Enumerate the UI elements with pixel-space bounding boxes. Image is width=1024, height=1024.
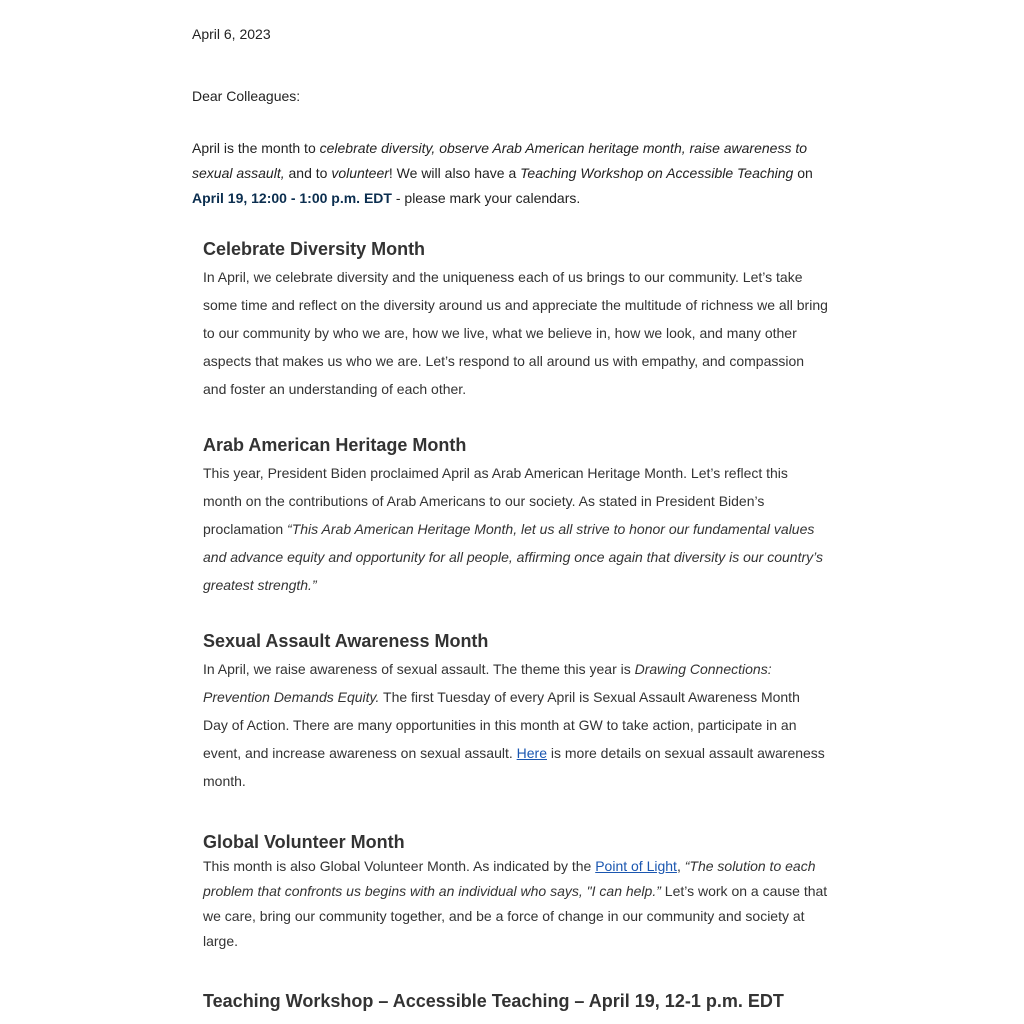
theme-title: Drawing Connections: Prevention Demands Equity. <box>203 661 772 705</box>
section-volunteer <box>203 831 828 954</box>
intro-paragraph <box>192 136 832 211</box>
section-text: In April, we raise awareness of sexual assault. The theme this year is <box>203 661 635 677</box>
letter-date: April 6, 2023 <box>192 26 271 42</box>
intro-text: - please mark your calendars. <box>391 190 581 206</box>
intro-italic-themes: celebrate diversity, observe Arab American heritage month, raise awareness to sexual assault, <box>192 140 808 181</box>
here-link[interactable]: Here <box>516 745 547 761</box>
section-diversity <box>203 238 828 403</box>
section-text: This year, President Biden proclaimed April as Arab American Heritage Month. Let’s reflect this month on the contributions of Arab Americans to our society. As stated in President Biden’s proclamation <box>203 465 788 537</box>
section-heading: Celebrate Diversity Month <box>203 239 426 259</box>
section-body <box>203 655 828 795</box>
section-arab-heritage <box>203 434 828 599</box>
section-workshop <box>203 990 828 1012</box>
event-date: April 19, 12:00 - 1:00 p.m. EDT <box>192 190 392 206</box>
section-heading: Arab American Heritage Month <box>203 435 467 455</box>
section-text: , <box>676 858 685 874</box>
intro-italic-workshop: Teaching Workshop on Accessible Teaching <box>520 165 794 181</box>
point-of-light-link[interactable]: Point of Light <box>595 858 677 874</box>
section-sexual-assault <box>203 630 828 795</box>
salutation: Dear Colleagues: <box>192 88 301 104</box>
section-text: is more details on sexual assault awareness month. <box>203 745 825 789</box>
intro-text: ! We will also have a <box>388 165 521 181</box>
section-body <box>203 854 828 954</box>
section-body: In April, we celebrate diversity and the uniqueness each of us brings to our community. Let’s take some time and reflect on the diversity around us and appreciate the multitude of richness we all bring to our community by who we are, how we live, what we believe in, how we look, and many other aspects that makes us who we are. Let’s respond to all around us with empathy, and compassion and foster an understanding of each other. <box>203 269 828 397</box>
volunteer-quote: “The solution to each problem that confronts us begins with an individual who says, "I can help.” <box>203 858 816 899</box>
section-body <box>203 459 828 599</box>
section-heading: Sexual Assault Awareness Month <box>203 631 489 651</box>
section-text: The first Tuesday of every April is Sexual Assault Awareness Month Day of Action. There are many opportunities in this month at GW to take action, participate in an event, and increase awareness on sexual assault. <box>203 689 800 761</box>
intro-text: on <box>793 165 813 181</box>
section-heading: Teaching Workshop – Accessible Teaching – April 19, 12-1 p.m. EDT <box>203 991 784 1011</box>
intro-text: April is the month to <box>192 140 320 156</box>
section-text: This month is also Global Volunteer Month. As indicated by the <box>203 858 596 874</box>
intro-text: and to <box>284 165 332 181</box>
section-heading: Global Volunteer Month <box>203 832 405 852</box>
section-text: Let’s work on a cause that we care, bring our community together, and be a force of change in our community and society at large. <box>203 883 828 949</box>
biden-quote: “This Arab American Heritage Month, let us all strive to honor our fundamental values and advance equity and opportunity for all people, affirming once again that diversity is our country’s greatest strength.” <box>203 521 823 593</box>
intro-italic-volunteer: volunteer <box>331 165 389 181</box>
